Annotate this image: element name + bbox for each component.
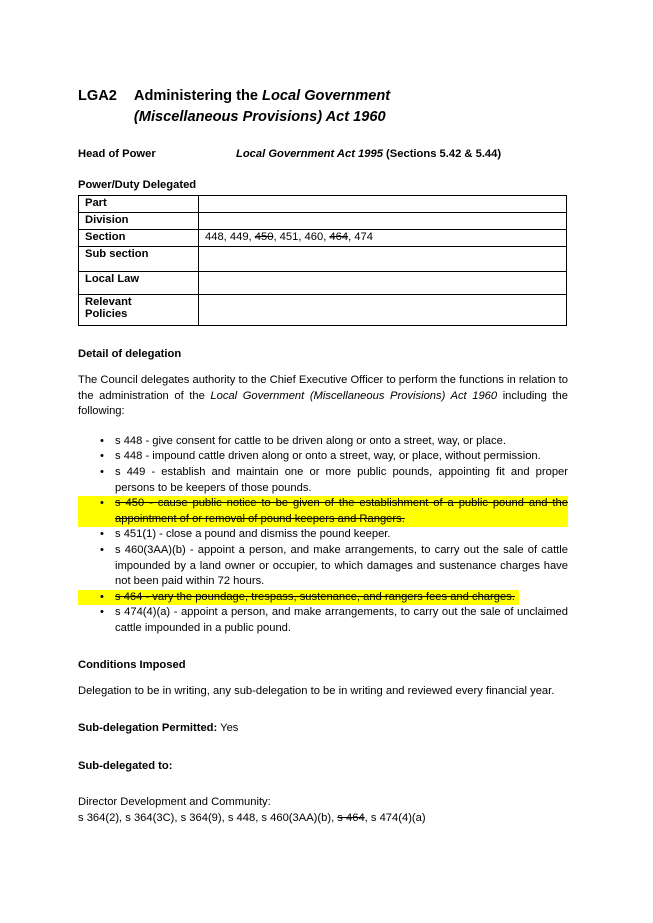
list-item: • s 448 - impound cattle driven along or onto a street, way, or place, without permission. bbox=[78, 449, 568, 465]
table-row bbox=[79, 230, 567, 247]
head-of-power-row bbox=[78, 147, 568, 162]
section-value-post: , 474 bbox=[348, 231, 373, 243]
detail-intro-act: Local Government (Miscellaneous Provisions) Act 1960 bbox=[210, 389, 498, 402]
table-key-relevant-policies: Relevant Policies bbox=[79, 295, 199, 326]
document-content bbox=[78, 86, 568, 826]
table-row bbox=[79, 196, 567, 213]
table-value-section bbox=[199, 230, 567, 247]
table-row bbox=[79, 272, 567, 295]
detail-intro-part1: The Council delegates authority to the Chief Executive Officer to perform the functions in relation to the administration of the bbox=[78, 374, 568, 402]
title-code: LGA2 bbox=[78, 88, 117, 104]
list-item-highlighted-464: • s 464 - vary the poundage, trespass, sustenance, and rangers fees and charges. bbox=[78, 590, 519, 606]
table-value-local-law bbox=[199, 272, 567, 295]
head-of-power-label: Head of Power bbox=[78, 148, 156, 160]
sub-delegated-sections-pre: s 364(2), s 364(3C), s 364(9), s 448, s 460(3AA)(b), bbox=[78, 811, 338, 824]
table-value-sub-section bbox=[199, 247, 567, 272]
section-value-struck-464: 464 bbox=[329, 231, 349, 243]
table-value-relevant-policies bbox=[199, 295, 567, 326]
section-value-mid: , 451, 460, bbox=[273, 231, 330, 243]
table-key-section: Section bbox=[79, 230, 199, 247]
table-row bbox=[79, 295, 567, 326]
sub-delegated-to-detail bbox=[78, 795, 568, 826]
section-value-struck-450: 450 bbox=[254, 231, 274, 243]
section-value-pre: 448, 449, bbox=[205, 231, 255, 243]
sub-delegated-sections-struck: s 464 bbox=[337, 811, 365, 824]
conditions-heading: Conditions Imposed bbox=[78, 658, 186, 671]
conditions-text: Delegation to be in writing, any sub-delegation to be in writing and reviewed every financial year. bbox=[78, 684, 555, 697]
power-duty-table bbox=[78, 195, 567, 326]
list-item-highlighted-450: • s 450 - cause public notice to be given of the establishment of a public pound and the appointment of or removal of pound keepers and Rangers. bbox=[78, 496, 568, 527]
detail-intro bbox=[78, 373, 568, 420]
title-italic-line2: (Miscellaneous Provisions) Act 1960 bbox=[133, 109, 386, 125]
delegation-bullet-list bbox=[78, 434, 568, 637]
detail-heading: Detail of delegation bbox=[78, 348, 182, 360]
detail-intro-part2: including the following: bbox=[78, 389, 568, 418]
sub-delegated-to-heading bbox=[78, 759, 568, 775]
table-value-division bbox=[199, 213, 567, 230]
sub-delegated-to-label: Sub-delegated to: bbox=[78, 759, 173, 772]
table-key-division: Division bbox=[79, 213, 199, 230]
table-key-sub-section: Sub section bbox=[79, 247, 199, 272]
sub-delegation-permitted-label: Sub-delegation Permitted: bbox=[78, 722, 218, 735]
list-item: • s 460(3AA)(b) - appoint a person, and make arrangements, to carry out the sale of cattle impounded by a land owner or occupier, to which damages and sustenance charges have not been paid within 72 hours. bbox=[78, 543, 568, 590]
power-duty-heading: Power/Duty Delegated bbox=[78, 179, 197, 191]
sub-delegation-permitted-row bbox=[78, 721, 568, 737]
table-row bbox=[79, 247, 567, 272]
sub-delegation-permitted-value: Yes bbox=[217, 722, 239, 735]
table-value-part bbox=[199, 196, 567, 213]
list-item: • s 474(4)(a) - appoint a person, and make arrangements, to carry out the sale of unclaimed cattle impounded in a public pound. bbox=[78, 605, 568, 636]
list-item: • s 451(1) - close a pound and dismiss the pound keeper. bbox=[78, 527, 568, 543]
head-of-power-sections: (Sections 5.42 & 5.44) bbox=[382, 148, 502, 160]
table-key-local-law: Local Law bbox=[79, 272, 199, 295]
table-row bbox=[79, 213, 567, 230]
head-of-power-act: Local Government Act 1995 bbox=[236, 148, 383, 160]
title-plain: Administering the bbox=[133, 88, 263, 104]
page-title bbox=[78, 86, 568, 128]
title-italic-line1: Local Government bbox=[262, 88, 391, 104]
list-item: • s 448 - give consent for cattle to be driven along or onto a street, way, or place. bbox=[78, 434, 568, 450]
list-item: • s 449 - establish and maintain one or more public pounds, appointing fit and proper persons to be keepers of those pounds. bbox=[78, 465, 568, 496]
table-key-part: Part bbox=[79, 196, 199, 213]
title-text bbox=[134, 86, 568, 128]
sub-delegated-role: Director Development and Community: bbox=[78, 796, 271, 809]
head-of-power-value bbox=[236, 147, 568, 162]
sub-delegated-sections-post: , s 474(4)(a) bbox=[364, 811, 426, 824]
